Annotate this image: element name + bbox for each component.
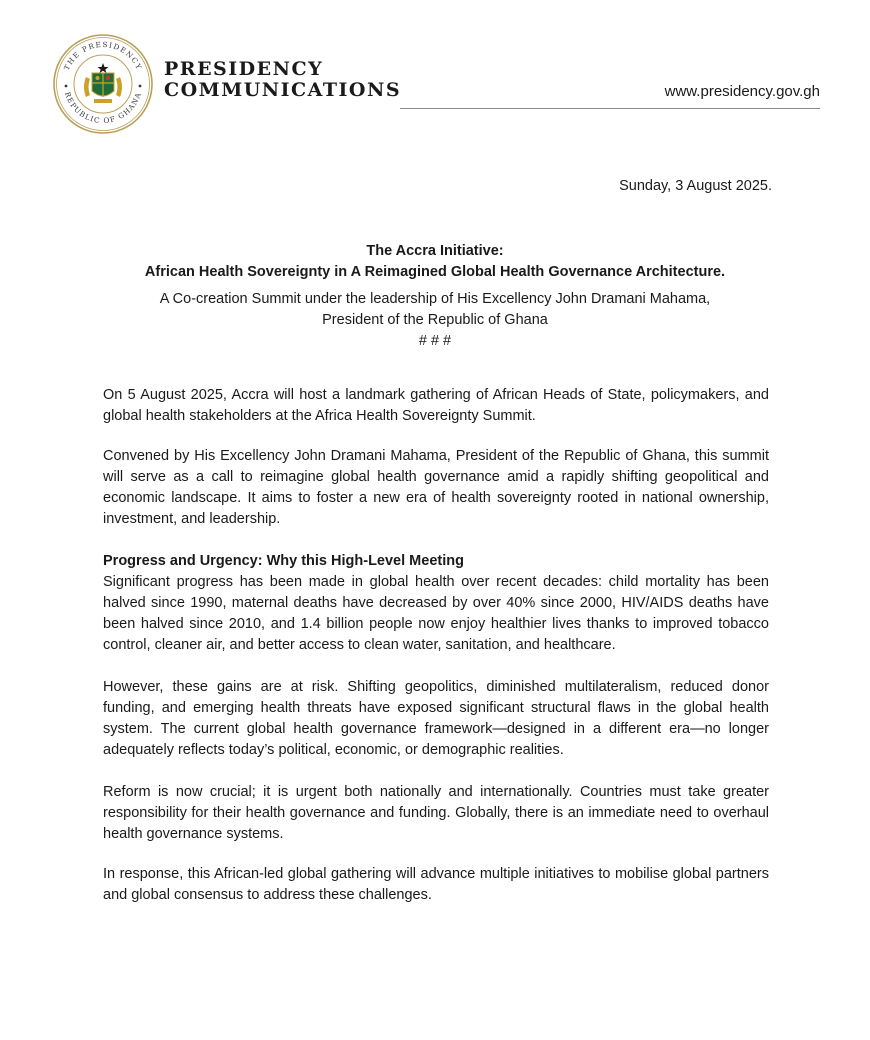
- presidency-seal-logo: [52, 33, 154, 135]
- release-date: Sunday, 3 August 2025.: [619, 178, 772, 194]
- paragraph-5: Reform is now crucial; it is urgent both nationally and internationally. Countries must take greater responsibility for their health governance and funding. Globally, there is an immediate need to overhaul health governance systems.: [103, 784, 769, 842]
- organization-name: [164, 59, 401, 101]
- paragraph-2: Convened by His Excellency John Dramani Mahama, President of the Republic of Ghana, this summit will serve as a call to reimagine global health governance amid a rapidly shifting geopolitical and economic landscape. It aims to foster a new era of health sovereignty rooted in national ownership, investment, and leadership.: [103, 448, 769, 527]
- title-line-1: The Accra Initiative:: [366, 243, 504, 259]
- section-separator: # # #: [418, 333, 452, 349]
- paragraph-6: In response, this African-led global gathering will advance multiple initiatives to mobilise global partners and global consensus to address these challenges.: [103, 866, 769, 903]
- subtitle-block: [100, 289, 770, 352]
- subtitle-line-2: President of the Republic of Ghana: [322, 312, 548, 328]
- paragraph-3: Significant progress has been made in global health over recent decades: child mortality has been halved since 1990, maternal deaths have decreased by over 40% since 2000, HIV/AIDS deaths have been halved since 2010, and 1.4 billion people now enjoy healthier lives thanks to improved tobacco control, cleaner air, and better access to clean water, sanitation, and healthcare.: [103, 574, 769, 653]
- title-line-2: African Health Sovereignty in A Reimagined Global Health Governance Architecture.: [144, 264, 726, 280]
- subtitle-line-1: A Co-creation Summit under the leadership of His Excellency John Dramani Mahama,: [159, 291, 711, 307]
- seal-bottom-text: REPUBLIC OF GHANA: [62, 90, 144, 126]
- org-name-line1: PRESIDENCY: [164, 58, 324, 80]
- letterhead: [0, 0, 870, 150]
- document-title-block: [100, 241, 770, 352]
- header-divider: [400, 108, 820, 109]
- paragraph-1: On 5 August 2025, Accra will host a landmark gathering of African Heads of State, policymakers, and global health stakeholders at the Africa Health Sovereignty Summit.: [103, 387, 769, 424]
- website-link[interactable]: www.presidency.gov.gh: [664, 83, 820, 100]
- paragraph-4: However, these gains are at risk. Shifting geopolitics, diminished multilateralism, reduced donor funding, and emerging health threats have exposed significant structural flaws in the global health system. The current global health governance framework—designed in a different era—no longer adequately reflects today’s political, economic, or demographic realities.: [103, 679, 769, 758]
- seal-top-text: THE PRESIDENCY: [61, 39, 145, 72]
- org-name-line2: COMMUNICATIONS: [164, 79, 402, 101]
- section-heading: Progress and Urgency: Why this High-Level Meeting: [103, 553, 464, 569]
